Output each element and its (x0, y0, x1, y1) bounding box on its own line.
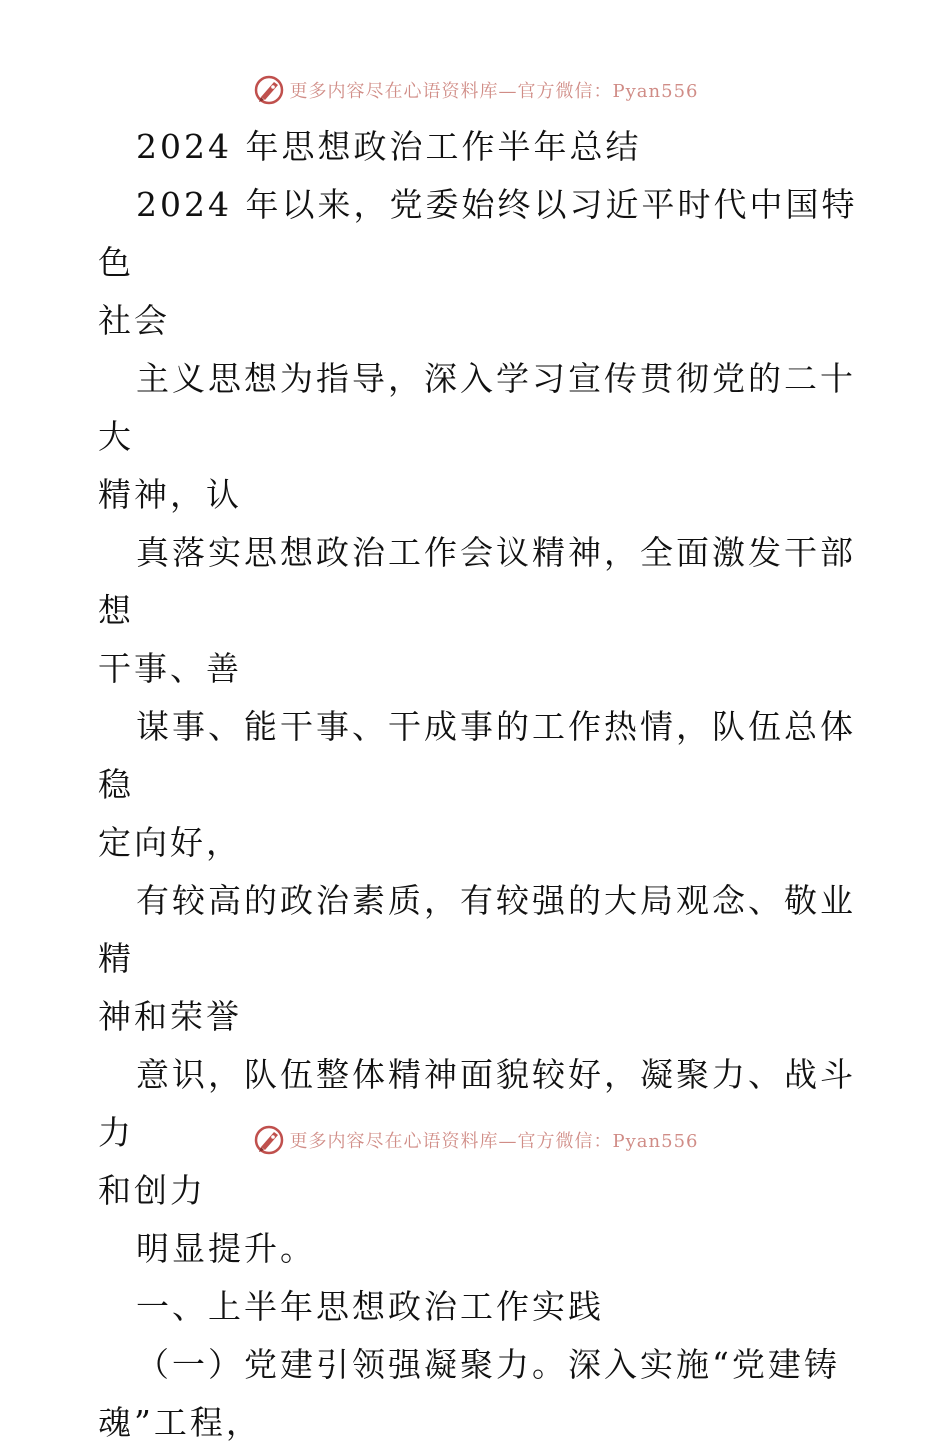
header-banner-text: 更多内容尽在心语资料库—官方微信：Pyan556 (289, 81, 699, 102)
paragraph-line: 主义思想为指导，深入学习宣传贯彻党的二十大 (98, 359, 856, 456)
header-banner (0, 70, 950, 110)
section-heading-text: 一、上半年思想政治工作实践 (136, 1287, 604, 1326)
paragraph-line: 2024 年以来，党委始终以习近平时代中国特色 (98, 185, 858, 282)
footer-banner (0, 1120, 950, 1160)
paragraph-continuation: 社会 (98, 301, 170, 340)
paragraph-continuation: 精神，认 (98, 475, 242, 514)
paragraph-line: 意识，队伍整体精神面貌较好，凝聚力、战斗力 (98, 1055, 856, 1152)
footer-banner-text: 更多内容尽在心语资料库—官方微信：Pyan556 (289, 1131, 699, 1152)
paragraph (98, 350, 858, 524)
paragraph-continuation: 神和荣誉 (98, 997, 242, 1036)
paragraph-continuation: 干事、善 (98, 649, 242, 688)
section-heading (98, 1278, 858, 1336)
paragraph-line: 有较高的政治素质，有较强的大局观念、敬业精 (98, 881, 856, 978)
paragraph-line: 谋事、能干事、干成事的工作热情，队伍总体稳 (98, 707, 856, 804)
paragraph-continuation: 魂”工程， (98, 1403, 262, 1442)
paragraph-line: 明显提升。 (136, 1229, 316, 1268)
document-body (98, 118, 858, 1452)
pen-logo-icon (252, 1123, 286, 1157)
paragraph (98, 524, 858, 698)
document-title: 2024 年思想政治工作半年总结 (136, 127, 642, 166)
paragraph-line: （一）党建引领强凝聚力。深入实施“党建铸 (136, 1345, 840, 1384)
paragraph-continuation: 和创力 (98, 1171, 206, 1210)
paragraph (98, 1336, 858, 1452)
paragraph-line: 真落实思想政治工作会议精神，全面激发干部想 (98, 533, 856, 630)
paragraph-continuation: 定向好， (98, 823, 242, 862)
paragraph (98, 1220, 858, 1278)
paragraph (98, 698, 858, 872)
pen-logo-icon (252, 73, 286, 107)
paragraph (98, 176, 858, 350)
paragraph (98, 872, 858, 1046)
